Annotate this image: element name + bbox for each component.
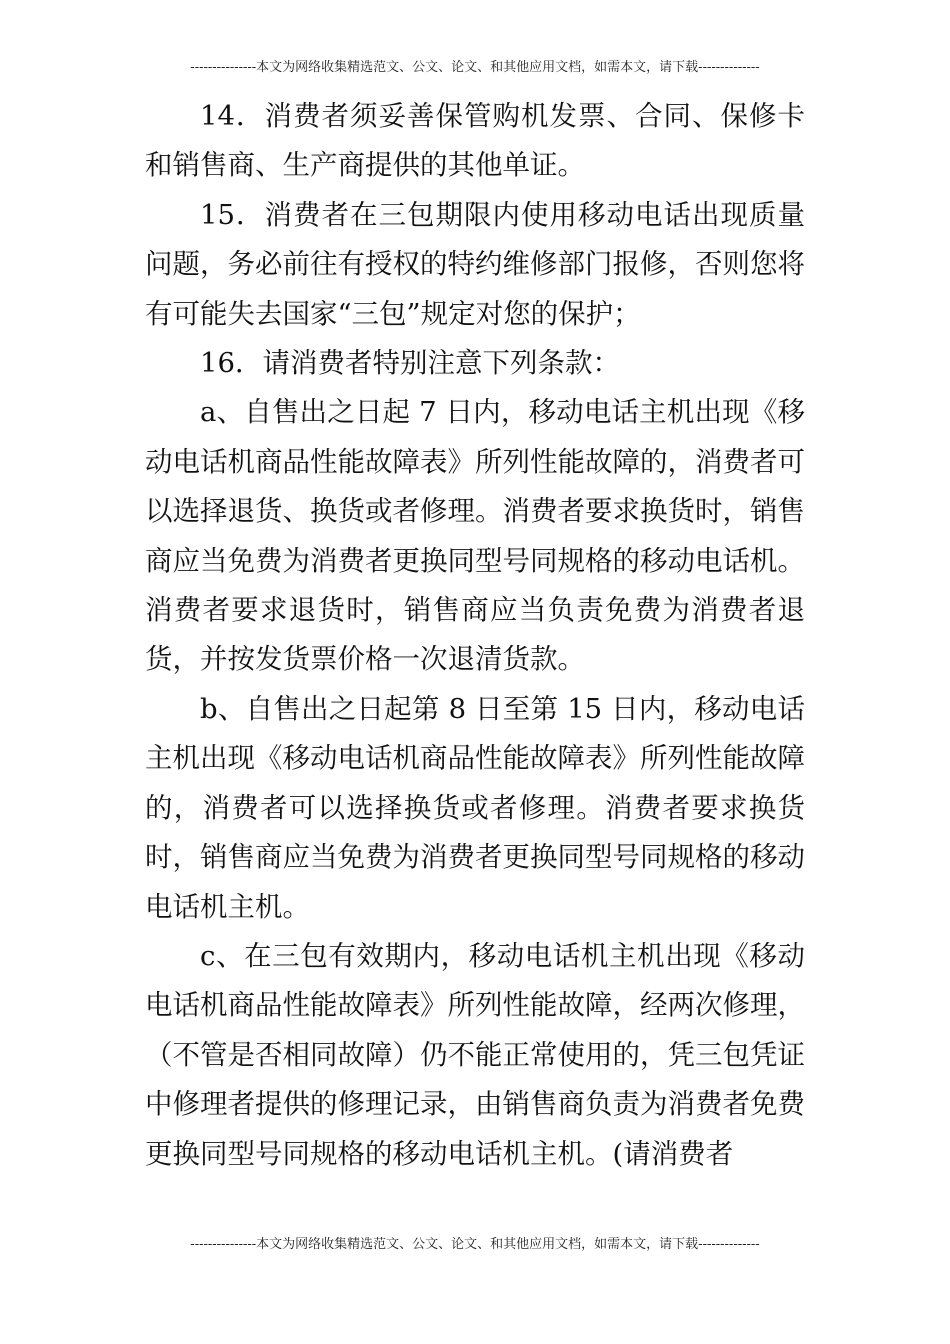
page-header: ---------------本文为网络收集精选范文、公文、论文、和其他应用文档，如需本文，请下载-------------- [190,60,760,75]
clause-a: a、自售出之日起 7 日内，移动电话主机出现《移动电话机商品性能故障表》所列性能故障的，消费者可以选择退货、换货或者修理。消费者要求换货时，销售商应当免费为消费者更换同型号同规格的移动电话机。消费者要求退货时，销售商应当负责免费为消费者退货，并按发货票价格一次退清货款。 [145,396,805,676]
paragraph-14: 14．消费者须妥善保管购机发票、合同、保修卡和销售商、生产商提供的其他单证。 [145,100,805,182]
document-body [145,92,805,1179]
clause-b: b、自售出之日起第 8 日至第 15 日内，移动电话主机出现《移动电话机商品性能故障表》所列性能故障的，消费者可以选择换货或者修理。消费者要求换货时，销售商应当免费为消费者更换同型号同规格的移动电话机主机。 [145,692,805,923]
page-footer: ---------------本文为网络收集精选范文、公文、论文、和其他应用文档，如需本文，请下载-------------- [190,1237,760,1252]
clause-c: c、在三包有效期内，移动电话机主机出现《移动电话机商品性能故障表》所列性能故障，经两次修理，（不管是否相同故障）仍不能正常使用的，凭三包凭证中修理者提供的修理记录，由销售商负责为消费者免费更换同型号同规格的移动电话机主机。(请消费者 [145,939,805,1170]
paragraph-15: 15．消费者在三包期限内使用移动电话出现质量问题，务必前往有授权的特约维修部门报修，否则您将有可能失去国家“三包”规定对您的保护； [145,198,805,330]
paragraph-16: 16．请消费者特别注意下列条款： [200,347,620,380]
